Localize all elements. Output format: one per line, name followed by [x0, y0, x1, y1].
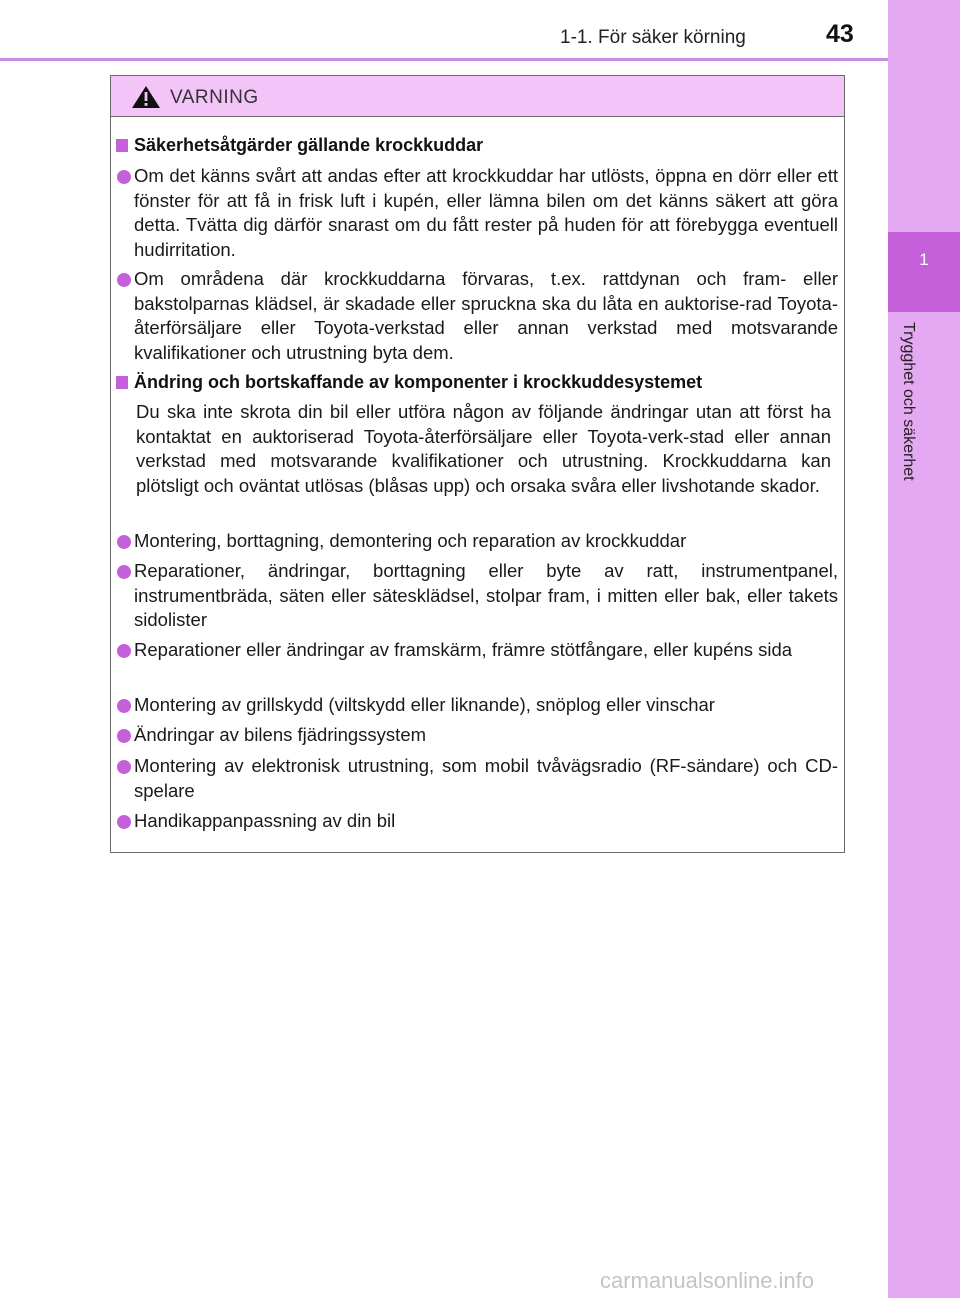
round-bullet-icon	[117, 170, 131, 184]
list-item: Montering av elektronisk utrustning, som mobil tvåvägsradio (RF-sändare) och CD-spelare	[134, 755, 838, 801]
warning-title: VARNING	[170, 87, 259, 108]
list-item: Ändringar av bilens fjädringssystem	[134, 724, 427, 745]
warning-box	[110, 75, 845, 853]
header-divider	[0, 58, 888, 61]
round-bullet-icon	[117, 815, 131, 829]
section-heading: Säkerhetsåtgärder gällande krockkuddar	[116, 135, 483, 156]
side-chapter-tab	[888, 0, 960, 1298]
chapter-number: 1	[919, 250, 929, 269]
round-bullet-icon	[117, 644, 131, 658]
section-intro: Du ska inte skrota din bil eller utföra någon av följande ändringar utan att först ha kontaktat en auktoriserad Toyota-återförsäljare eller Toyota-verk-stad eller annan verkstad med motsvarande kvalifikationer och utrustning. Krockkuddarna kan plötsligt och oväntat utlösas (blåsas upp) och orsaka svåra eller livshotande skador.	[136, 401, 831, 496]
warning-header	[111, 76, 844, 117]
page-number: 43	[826, 20, 854, 48]
list-item: Om det känns svårt att andas efter att krockkuddar har utlösts, öppna en dörr eller ett fönster för att få in frisk luft i kupén, eller lämna bilen om det känns säkert att göra detta. Tvätta dig därför snarast om du fått rester på huden för att förebygga eventuell hudirritation.	[134, 165, 838, 260]
square-bullet-icon	[116, 376, 128, 389]
square-bullet-icon	[116, 139, 128, 152]
list-item: Om områdena där krockkuddarna förvaras, t.ex. rattdynan och fram- eller bakstolparnas klädsel, är skadade eller spruckna ska du låta en auktorise-rad Toyota-återförsäljare eller Toyota-verkstad eller annan verkstad med motsvarande kvalifikationer och utrustning byta dem.	[134, 268, 838, 363]
list-item: Montering av grillskydd (viltskydd eller liknande), snöplog eller vinschar	[134, 694, 715, 715]
round-bullet-icon	[117, 273, 131, 287]
round-bullet-icon	[117, 760, 131, 774]
section-heading: Ändring och bortskaffande av komponenter i krockkuddesystemet	[116, 372, 702, 393]
section-title: 1-1. För säker körning	[560, 27, 746, 48]
list-item: Montering, borttagning, demontering och reparation av krockkuddar	[134, 530, 687, 551]
round-bullet-icon	[117, 565, 131, 579]
chapter-title: Trygghet och säkerhet	[900, 322, 917, 481]
round-bullet-icon	[117, 699, 131, 713]
list-item: Reparationer, ändringar, borttagning eller byte av ratt, instrumentpanel, instrumentbräda, säten eller sätesklädsel, stolpar fram, i mitten eller bak, eller takets sidolister	[134, 560, 838, 630]
round-bullet-icon	[117, 535, 131, 549]
list-item: Reparationer eller ändringar av framskärm, främre stötfångare, eller kupéns sida	[134, 639, 793, 660]
chapter-marker	[888, 232, 960, 312]
warning-triangle-icon	[131, 85, 161, 114]
watermark: carmanualsonline.info	[600, 1268, 815, 1293]
round-bullet-icon	[117, 729, 131, 743]
list-item: Handikappanpassning av din bil	[134, 810, 396, 831]
